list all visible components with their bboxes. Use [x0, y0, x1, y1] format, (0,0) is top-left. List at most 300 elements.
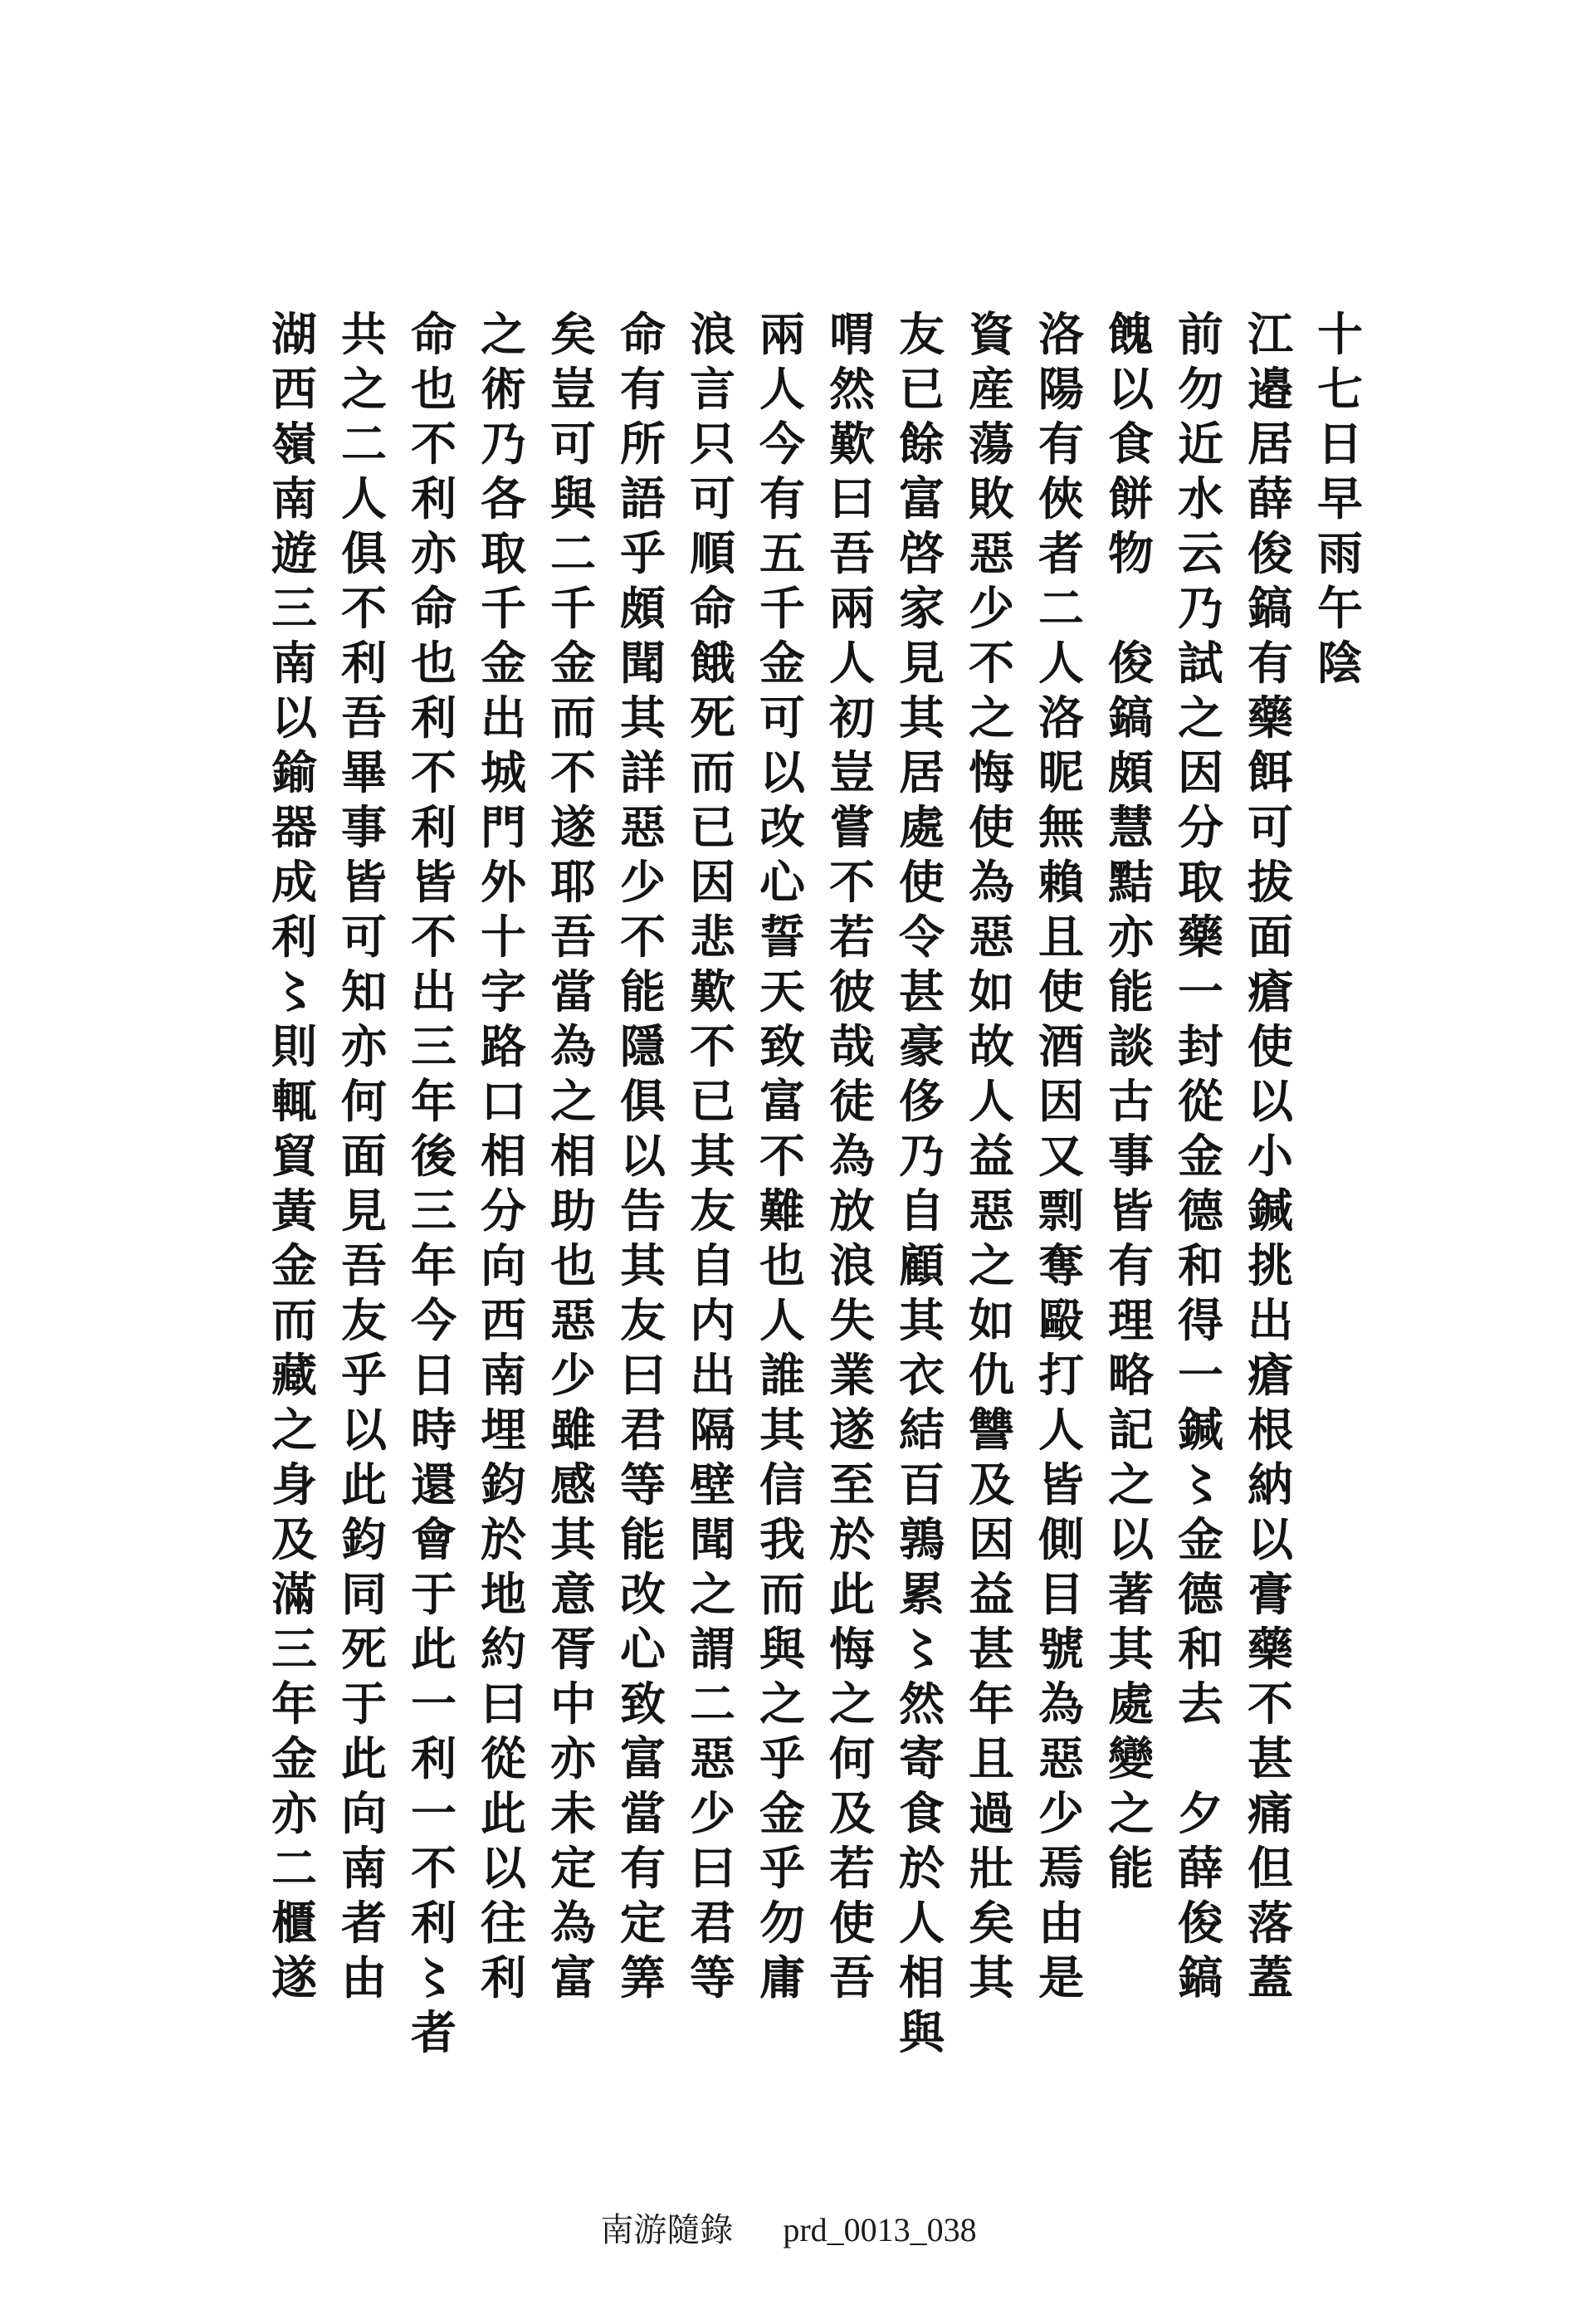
glyph: 取	[480, 526, 526, 580]
glyph: 此	[410, 1622, 456, 1676]
glyph: 之	[828, 1677, 875, 1731]
glyph: 難	[759, 1184, 805, 1238]
glyph: 鈞	[340, 1512, 387, 1566]
glyph: 之	[1107, 1457, 1154, 1511]
glyph: 誓	[759, 910, 805, 964]
glyph: 産	[968, 362, 1014, 416]
glyph: 遊	[271, 526, 317, 580]
glyph: 令	[898, 910, 945, 964]
text-column	[544, 307, 603, 2083]
glyph: 所	[619, 417, 666, 471]
glyph: 乎	[759, 1841, 805, 1895]
glyph: 乎	[619, 526, 666, 580]
glyph: 鈞	[480, 1457, 526, 1511]
glyph: 可	[1247, 800, 1293, 854]
glyph: 瘡	[1247, 1348, 1293, 1402]
glyph: 之	[968, 1238, 1014, 1292]
glyph: 和	[1177, 1622, 1223, 1676]
glyph: 可	[340, 910, 387, 964]
glyph: 其	[619, 1238, 666, 1292]
glyph: 命	[410, 581, 456, 635]
glyph: 以	[480, 1841, 526, 1895]
glyph: 能	[1107, 964, 1154, 1018]
glyph: 居	[1247, 417, 1293, 471]
glyph: 之	[759, 1677, 805, 1731]
glyph: 放	[828, 1184, 875, 1238]
text-column	[1311, 307, 1370, 2083]
glyph: 根	[1247, 1403, 1293, 1457]
glyph: 可	[549, 417, 596, 471]
glyph: 金	[1177, 1512, 1223, 1566]
glyph: 痛	[1247, 1786, 1293, 1840]
glyph: 初	[828, 691, 875, 745]
glyph: 豈	[549, 362, 596, 416]
glyph	[1171, 1731, 1230, 1786]
glyph: 詳	[619, 745, 666, 799]
glyph: 處	[1107, 1677, 1154, 1731]
glyph: 此	[480, 1786, 526, 1840]
glyph: 與	[759, 1622, 805, 1676]
glyph: 當	[549, 964, 596, 1018]
glyph: 累	[898, 1567, 945, 1621]
text-column	[404, 307, 463, 2083]
glyph: 能	[1107, 1841, 1154, 1895]
glyph: 矣	[968, 1896, 1014, 1950]
glyph: 有	[1038, 417, 1084, 471]
glyph: 且	[1038, 910, 1084, 964]
glyph: 順	[689, 526, 735, 580]
glyph: 共	[340, 307, 387, 361]
glyph: 未	[549, 1786, 596, 1840]
glyph: 藥	[1177, 910, 1223, 964]
glyph: 金	[1177, 1129, 1223, 1183]
glyph: 助	[549, 1184, 596, 1238]
glyph: 由	[1038, 1896, 1084, 1950]
glyph: 惡	[619, 800, 666, 854]
glyph: 少	[689, 1786, 735, 1840]
glyph: 吾	[340, 1238, 387, 1292]
glyph: 遂	[828, 1403, 875, 1457]
glyph: 命	[619, 307, 666, 361]
glyph: 分	[1177, 800, 1223, 854]
text-column	[334, 307, 393, 2083]
glyph: 兩	[759, 307, 805, 361]
glyph: 衣	[898, 1348, 945, 1402]
glyph: 其	[1107, 1622, 1154, 1676]
glyph: 十	[1316, 307, 1363, 361]
glyph: 金	[271, 1731, 317, 1785]
glyph: 於	[480, 1512, 526, 1566]
glyph: 食	[1107, 417, 1154, 471]
glyph: 鍼	[1247, 1184, 1293, 1238]
glyph: 目	[1038, 1567, 1084, 1621]
glyph: 已	[689, 1074, 735, 1128]
glyph: 庸	[759, 1950, 805, 2004]
glyph: 亦	[340, 1019, 387, 1073]
glyph: 使	[828, 1896, 875, 1950]
glyph: 時	[410, 1403, 456, 1457]
glyph: 感	[549, 1457, 596, 1511]
glyph: 二	[340, 417, 387, 471]
glyph: 鍼	[1177, 1403, 1223, 1457]
glyph: 千	[549, 581, 596, 635]
glyph: 顧	[898, 1238, 945, 1292]
glyph: 而	[689, 745, 735, 799]
glyph: 定	[619, 1896, 666, 1950]
glyph: 拔	[1247, 855, 1293, 909]
glyph: 業	[828, 1348, 875, 1402]
glyph: 之	[968, 691, 1014, 745]
glyph: 彼	[828, 964, 875, 1018]
glyph: 利	[410, 691, 456, 745]
glyph: 致	[759, 1019, 805, 1073]
glyph: 然	[898, 1677, 945, 1731]
glyph: 毆	[1038, 1293, 1084, 1347]
glyph: 資	[968, 307, 1014, 361]
glyph: 慧	[1107, 800, 1154, 854]
glyph: 人	[1038, 636, 1084, 690]
glyph: 二	[549, 526, 596, 580]
glyph: 黠	[1107, 855, 1154, 909]
glyph: 〻	[1177, 1457, 1223, 1511]
glyph: 二	[271, 1841, 317, 1895]
glyph: 利	[410, 471, 456, 525]
text-column	[265, 307, 324, 2083]
glyph: 餅	[1107, 471, 1154, 525]
glyph: 年	[410, 1074, 456, 1128]
glyph: 成	[271, 855, 317, 909]
glyph: 至	[828, 1457, 875, 1511]
glyph: 三	[271, 581, 317, 635]
glyph: 因	[968, 1512, 1014, 1566]
glyph: 和	[1177, 1238, 1223, 1292]
glyph: 我	[759, 1512, 805, 1566]
glyph: 藥	[1247, 691, 1293, 745]
glyph: 古	[1107, 1074, 1154, 1128]
glyph: 利	[410, 1731, 456, 1785]
glyph: 勿	[1177, 362, 1223, 416]
glyph: 惡	[968, 1184, 1014, 1238]
glyph: 惡	[549, 1293, 596, 1347]
glyph: 人	[898, 1896, 945, 1950]
glyph: 矣	[549, 307, 596, 361]
glyph: 不	[549, 745, 596, 799]
glyph: 之	[1107, 1786, 1154, 1840]
glyph: 壯	[968, 1841, 1014, 1895]
glyph: 改	[759, 800, 805, 854]
glyph: 還	[410, 1457, 456, 1511]
glyph: 浪	[689, 307, 735, 361]
glyph: 胥	[549, 1622, 596, 1676]
glyph: 益	[968, 1567, 1014, 1621]
glyph: 啓	[898, 526, 945, 580]
glyph: 陽	[1038, 362, 1084, 416]
glyph: 輒	[271, 1074, 317, 1128]
glyph: 向	[340, 1786, 387, 1840]
glyph: 豪	[898, 1019, 945, 1073]
glyph: 早	[1316, 471, 1363, 525]
glyph: 奪	[1038, 1238, 1084, 1292]
glyph: 見	[898, 636, 945, 690]
glyph: 有	[619, 1841, 666, 1895]
glyph: 其	[689, 1129, 735, 1183]
glyph: 云	[1177, 526, 1223, 580]
glyph: 因	[1177, 745, 1223, 799]
glyph: 南	[271, 471, 317, 525]
glyph: 無	[1038, 800, 1084, 854]
glyph: 少	[968, 581, 1014, 635]
glyph: 遂	[549, 800, 596, 854]
glyph: 不	[759, 1129, 805, 1183]
glyph: 是	[1038, 1950, 1084, 2004]
glyph: 有	[1247, 636, 1293, 690]
glyph: 一	[1177, 964, 1223, 1018]
glyph: 之	[1177, 691, 1223, 745]
glyph: 及	[828, 1786, 875, 1840]
glyph: 會	[410, 1512, 456, 1566]
glyph: 午	[1316, 581, 1363, 635]
glyph: 利	[410, 800, 456, 854]
glyph: 曰	[619, 1348, 666, 1402]
glyph: 邉	[1247, 362, 1293, 416]
glyph: 則	[271, 1019, 317, 1073]
glyph: 相	[549, 1129, 596, 1183]
glyph: 之	[271, 1403, 317, 1457]
glyph: 結	[898, 1403, 945, 1457]
glyph: 洛	[1038, 307, 1084, 361]
glyph: 路	[480, 1019, 526, 1073]
glyph: 内	[689, 1293, 735, 1347]
glyph: 使	[1038, 964, 1084, 1018]
glyph: 號	[1038, 1622, 1084, 1676]
glyph: 但	[1247, 1841, 1293, 1895]
glyph: 利	[410, 1896, 456, 1950]
glyph: 黃	[271, 1184, 317, 1238]
glyph: 為	[549, 1019, 596, 1073]
glyph: 心	[759, 855, 805, 909]
glyph: 吾	[828, 526, 875, 580]
glyph: 薛	[1247, 471, 1293, 525]
book-title: 南游隨錄	[600, 2211, 734, 2248]
glyph: 其	[898, 1293, 945, 1347]
text-column	[1171, 307, 1230, 2083]
glyph: 之	[340, 362, 387, 416]
glyph: 吾	[828, 1950, 875, 2004]
glyph: 改	[619, 1567, 666, 1621]
glyph: 皆	[410, 855, 456, 909]
glyph: 不	[340, 581, 387, 635]
glyph: 俊	[1177, 1896, 1223, 1950]
glyph: 若	[828, 1841, 875, 1895]
glyph: 落	[1247, 1896, 1293, 1950]
glyph: 乎	[340, 1348, 387, 1402]
glyph: 壁	[689, 1457, 735, 1511]
glyph: 而	[271, 1293, 317, 1347]
glyph: 惡	[968, 910, 1014, 964]
glyph: 口	[480, 1074, 526, 1128]
glyph: 從	[480, 1731, 526, 1785]
glyph: 此	[340, 1731, 387, 1785]
glyph: 乃	[480, 417, 526, 471]
text-column	[892, 307, 951, 2083]
glyph: 又	[1038, 1129, 1084, 1183]
glyph: 分	[480, 1184, 526, 1238]
glyph: 不	[968, 636, 1014, 690]
glyph: 惡	[1038, 1731, 1084, 1785]
glyph: 何	[828, 1731, 875, 1785]
glyph: 今	[410, 1293, 456, 1347]
glyph: 能	[619, 1512, 666, 1566]
glyph: 為	[968, 855, 1014, 909]
glyph: 語	[619, 471, 666, 525]
glyph: 百	[898, 1457, 945, 1511]
glyph: 遂	[271, 1950, 317, 2004]
glyph: 以	[340, 1403, 387, 1457]
glyph: 之	[689, 1567, 735, 1621]
glyph: 試	[1177, 636, 1223, 690]
glyph: 隔	[689, 1403, 735, 1457]
glyph: 挑	[1247, 1238, 1293, 1292]
glyph: 俊	[1247, 526, 1293, 580]
glyph: 頗	[619, 581, 666, 635]
glyph: 出	[1247, 1293, 1293, 1347]
glyph: 喟	[828, 307, 875, 361]
glyph: 餘	[898, 417, 945, 471]
glyph: 略	[1107, 1348, 1154, 1402]
text-column	[683, 307, 742, 2083]
glyph: 南	[480, 1348, 526, 1402]
glyph: 不	[1247, 1677, 1293, 1731]
glyph: 也	[759, 1238, 805, 1292]
glyph: 剽	[1038, 1184, 1084, 1238]
glyph: 乃	[1177, 581, 1223, 635]
glyph: 地	[480, 1567, 526, 1621]
glyph: 皆	[1107, 1184, 1154, 1238]
glyph: 著	[1107, 1567, 1154, 1621]
glyph: 此	[828, 1567, 875, 1621]
glyph: 三	[410, 1019, 456, 1073]
text-column	[962, 307, 1021, 2083]
glyph: 命	[410, 307, 456, 361]
glyph: 不	[410, 417, 456, 471]
glyph: 膏	[1247, 1567, 1293, 1621]
glyph: 而	[759, 1567, 805, 1621]
glyph: 命	[689, 581, 735, 635]
glyph: 過	[968, 1786, 1014, 1840]
glyph: 面	[340, 1129, 387, 1183]
glyph: 人	[340, 471, 387, 525]
glyph: 亦	[1107, 910, 1154, 964]
glyph: 相	[480, 1129, 526, 1183]
glyph: 南	[271, 636, 317, 690]
glyph: 其	[898, 691, 945, 745]
glyph: 金	[271, 1238, 317, 1292]
text-column	[1032, 307, 1091, 2083]
glyph: 俠	[1038, 471, 1084, 525]
glyph: 中	[549, 1677, 596, 1731]
glyph: 甚	[968, 1622, 1014, 1676]
glyph: 鎬	[1177, 1950, 1223, 2004]
glyph: 賴	[1038, 855, 1084, 909]
glyph: 兩	[828, 581, 875, 635]
glyph: 富	[759, 1074, 805, 1128]
glyph: 也	[410, 362, 456, 416]
glyph: 嘗	[828, 800, 875, 854]
glyph: 能	[619, 964, 666, 1018]
glyph: 相	[898, 1950, 945, 2004]
glyph: 不	[410, 745, 456, 799]
glyph: 少	[619, 855, 666, 909]
glyph: 從	[1177, 1074, 1223, 1128]
glyph: 益	[968, 1129, 1014, 1183]
glyph: 聞	[619, 636, 666, 690]
glyph: 事	[340, 800, 387, 854]
glyph: 以	[1247, 1074, 1293, 1128]
glyph: 〻	[271, 964, 317, 1018]
glyph: 及	[968, 1457, 1014, 1511]
glyph: 告	[619, 1184, 666, 1238]
glyph: 食	[898, 1786, 945, 1840]
glyph: 使	[1247, 1019, 1293, 1073]
glyph: 出	[480, 691, 526, 745]
glyph: 甚	[1247, 1731, 1293, 1785]
glyph: 夕	[1177, 1786, 1223, 1840]
glyph: 皆	[340, 855, 387, 909]
glyph: 惡	[689, 1731, 735, 1785]
glyph: 而	[549, 691, 596, 745]
glyph	[1101, 581, 1160, 636]
glyph: 利	[340, 636, 387, 690]
glyph: 讐	[968, 1403, 1014, 1457]
glyph: 水	[1177, 471, 1223, 525]
glyph: 然	[828, 362, 875, 416]
glyph: 各	[480, 471, 526, 525]
glyph: 鍮	[271, 745, 317, 799]
glyph: 不	[410, 910, 456, 964]
glyph: 前	[1177, 307, 1223, 361]
glyph: 酒	[1038, 1019, 1084, 1073]
glyph: 筭	[619, 1950, 666, 2004]
glyph: 藥	[1247, 1622, 1293, 1676]
glyph: 小	[1247, 1129, 1293, 1183]
glyph: 三	[410, 1184, 456, 1238]
glyph: 七	[1316, 362, 1363, 416]
glyph: 面	[1247, 910, 1293, 964]
glyph: 富	[549, 1950, 596, 2004]
glyph: 雨	[1316, 526, 1363, 580]
glyph: 身	[271, 1457, 317, 1511]
glyph: 三	[271, 1622, 317, 1676]
glyph: 一	[410, 1786, 456, 1840]
glyph: 約	[480, 1622, 526, 1676]
page-id: prd_0013_038	[783, 2211, 977, 2248]
glyph: 頗	[1107, 745, 1154, 799]
glyph: 滿	[271, 1567, 317, 1621]
glyph: 居	[898, 745, 945, 799]
glyph: 耶	[549, 855, 596, 909]
glyph: 自	[898, 1184, 945, 1238]
glyph: 於	[898, 1841, 945, 1895]
vertical-text-block	[265, 307, 1370, 2083]
glyph: 由	[340, 1950, 387, 2004]
glyph: 因	[689, 855, 735, 909]
glyph: 曰	[689, 1841, 735, 1895]
glyph: 年	[410, 1238, 456, 1292]
glyph: 德	[1177, 1184, 1223, 1238]
glyph: 記	[1107, 1403, 1154, 1457]
glyph: 曰	[828, 471, 875, 525]
glyph: 若	[828, 910, 875, 964]
